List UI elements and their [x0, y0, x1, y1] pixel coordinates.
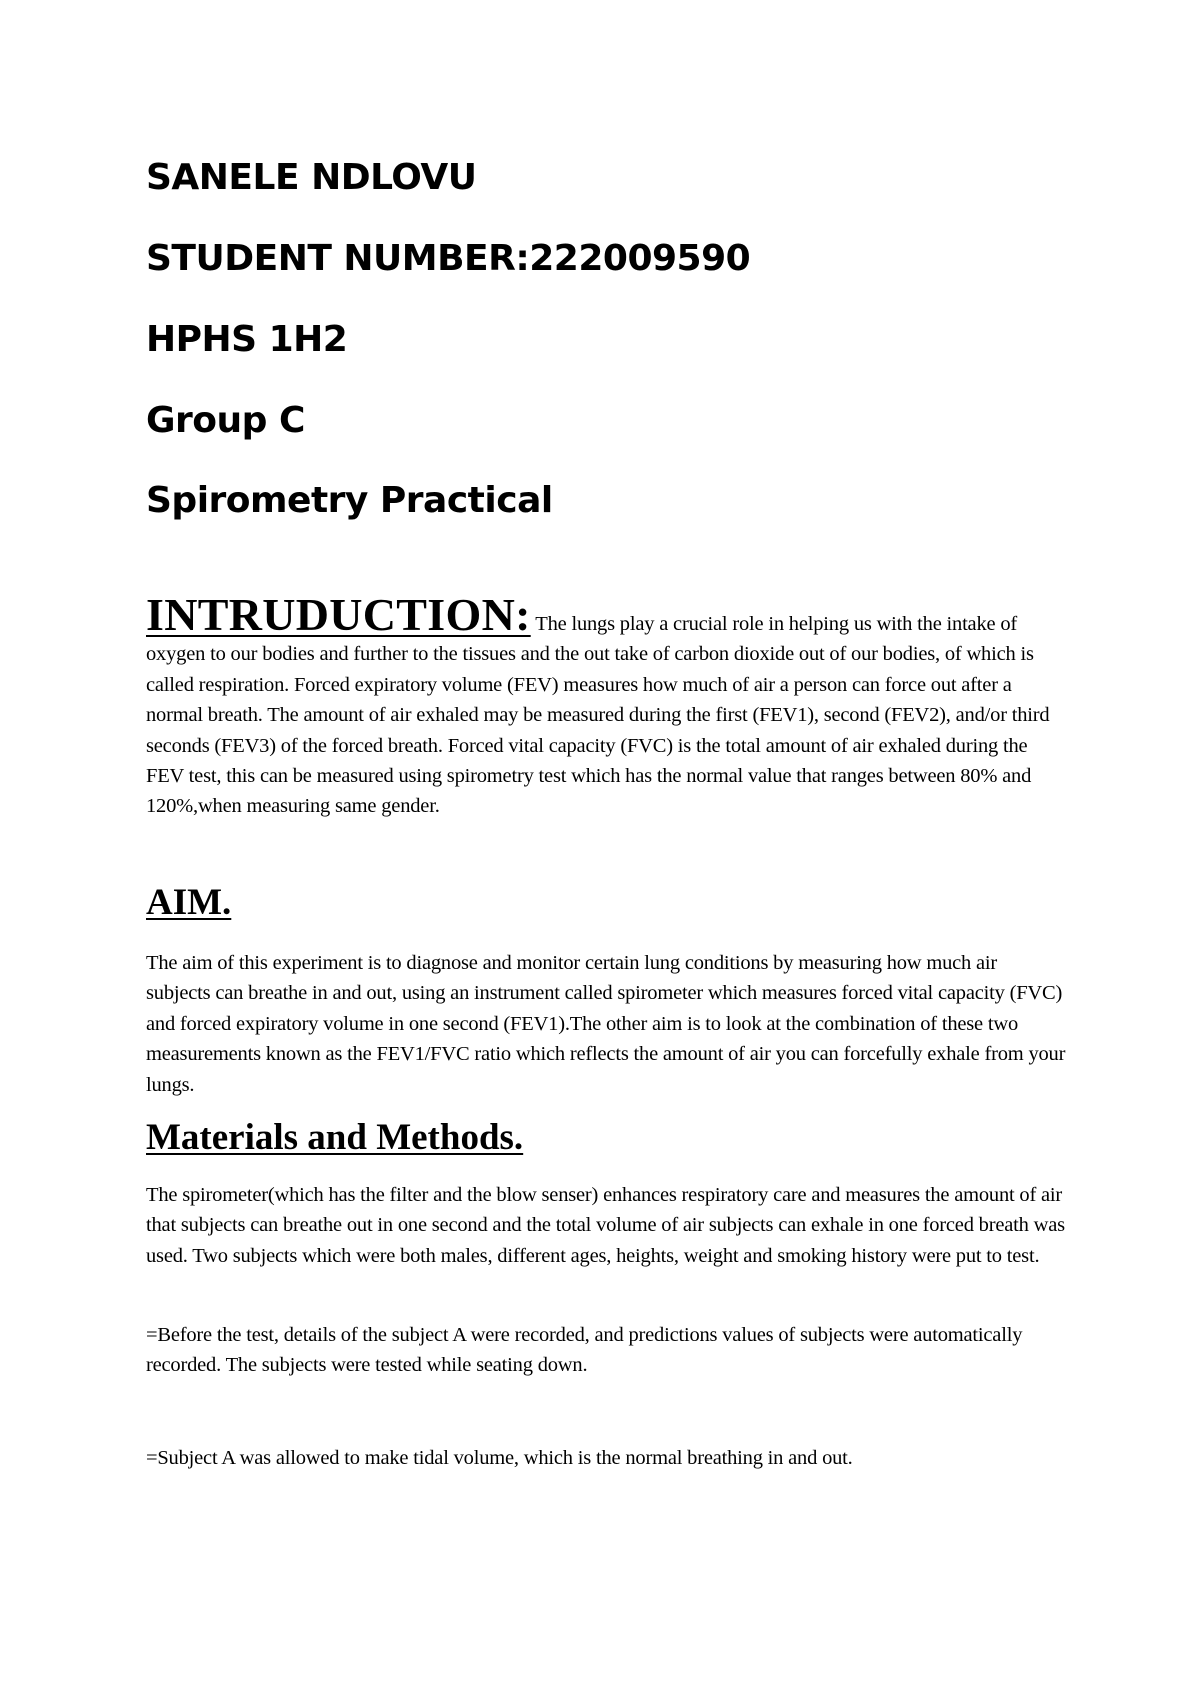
- group-label: Group C: [146, 400, 305, 441]
- aim-heading: AIM.: [146, 882, 232, 923]
- student-number: STUDENT NUMBER:222009590: [146, 238, 751, 279]
- materials-methods-paragraph-1: The spirometer(which has the filter and the blow senser) enhances respiratory care and measures the amount of air that subjects can breathe out in one second and the total volume of air subjects can exhale in one forced breath was used. Two subjects which were both males, different ages, heights, weight and smoking history were put to test.: [146, 1184, 1065, 1267]
- introduction-section: [146, 589, 1066, 822]
- introduction-heading: INTRUDUCTION:: [146, 589, 531, 640]
- materials-methods-paragraph-3: =Subject A was allowed to make tidal volume, which is the normal breathing in and out.: [146, 1447, 853, 1469]
- document-title: Spirometry Practical: [146, 480, 553, 521]
- introduction-text: The lungs play a crucial role in helping us with the intake of oxygen to our bodies and further to the tissues and the out take of carbon dioxide out of our bodies, of which is called respiration. Forced expiratory volume (FEV) measures how much of air a person can force out after a normal breath. The amount of air exhaled may be measured during the first (FEV1), second (FEV2), and/or third seconds (FEV3) of the forced breath. Forced vital capacity (FVC) is the total amount of air exhaled during the FEV test, this can be measured using spirometry test which has the normal value that ranges between 80% and 120%,when measuring same gender.: [146, 613, 1050, 818]
- materials-methods-paragraph-2: =Before the test, details of the subject A were recorded, and predictions values of subjects were automatically recorded. The subjects were tested while seating down.: [146, 1324, 1023, 1377]
- materials-methods-heading: Materials and Methods.: [146, 1117, 524, 1158]
- course-code: HPHS 1H2: [146, 319, 348, 360]
- author-name: SANELE NDLOVU: [146, 157, 477, 198]
- aim-text: The aim of this experiment is to diagnose and monitor certain lung conditions by measuring how much air subjects can breathe in and out, using an instrument called spirometer which measures forced vital capacity (FVC) and forced expiratory volume in one second (FEV1).The other aim is to look at the combination of these two measurements known as the FEV1/FVC ratio which reflects the amount of air you can forcefully exhale from your lungs.: [146, 952, 1066, 1096]
